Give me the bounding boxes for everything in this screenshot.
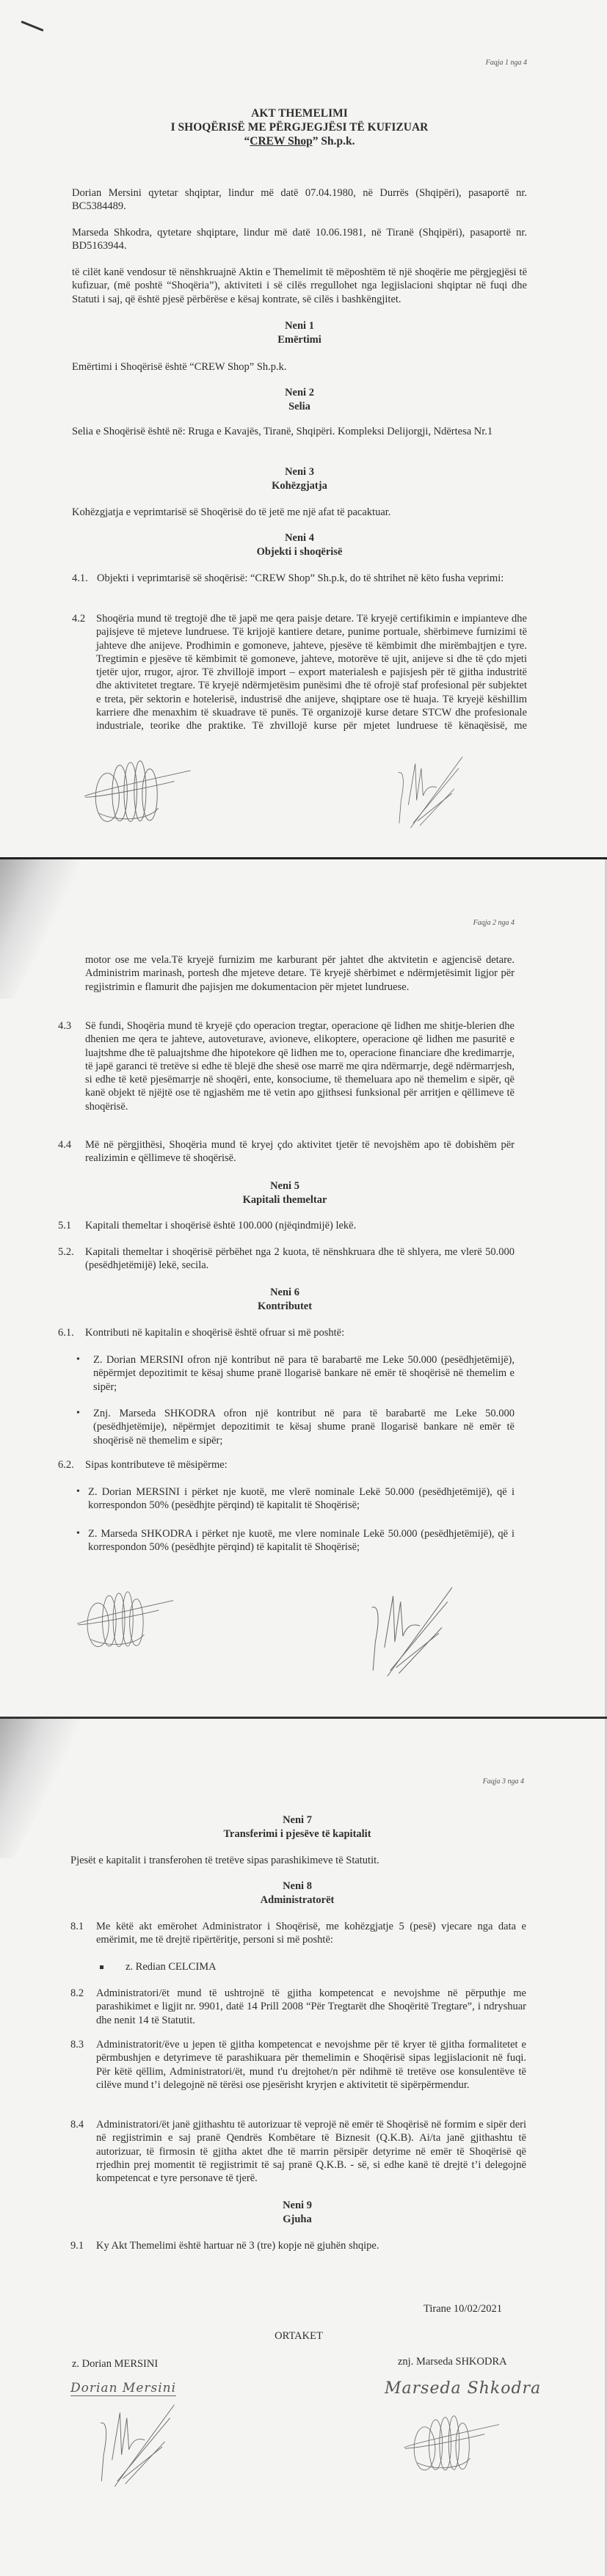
article-3-heading [153, 465, 446, 492]
article-5-heading [138, 1179, 432, 1207]
article-2-text: Selia e Shoqërisë është në: Rruga e Kavajës, Tiranë, Shqipëri. Kompleksi Delijorgji, Ndërtesa Nr.1 [72, 426, 493, 437]
party-1-paragraph: Dorian Mersini qytetar shqiptar, lindur më datë 07.04.1980, në Durrës (Shqipëri), pasaportë nr. BC5384489. [72, 187, 527, 213]
article-2-heading [153, 386, 446, 413]
clause-number: 4.3 [58, 1020, 72, 1032]
clause-9-1-text: Ky Akt Themelimi është hartuar në 3 (tre) kopje në gjuhën shqipe. [96, 2240, 379, 2252]
bullet-icon: • [76, 1486, 80, 1497]
partner-1-handwritten-name: Dorian Mersini [70, 2381, 177, 2395]
article-title: Kohëzgjatja [272, 479, 327, 492]
title-line-1: AKT THEMELIMI [251, 107, 348, 120]
clause-number: 8.1 [70, 1921, 84, 1932]
bullet-icon: • [76, 1354, 80, 1365]
article-number: Neni 2 [285, 387, 314, 399]
party-2-paragraph: Marseda Shkodra, qytetare shqiptare, lindur më datë 10.06.1981, në Tiranë (Shqipëri), pasaportë nr. BD5163944. [72, 227, 527, 252]
quote: “ [244, 135, 250, 148]
title-line-2: I SHOQËRISË ME PËRGJEGJËSI TË KUFIZUAR [170, 121, 429, 134]
article-title: Administratorët [260, 1893, 335, 1906]
page-1 [0, 0, 607, 857]
article-number: Neni 7 [283, 1814, 312, 1826]
bullet-icon: • [76, 1408, 80, 1419]
administrator-name: z. Redian CELCIMA [126, 1961, 217, 1973]
article-8-heading [150, 1880, 444, 1907]
clause-6-2-text: Sipas kontributeve të mësipërme: [85, 1459, 228, 1471]
intro-paragraph: të cilët kanë vendosur të nënshkruajnë Aktin e Themelimit të mëposhtëm të një shoqërie me përgjegjësi të kufizuar, (më poshtë “Shoqëria”), aktiviteti i së cilës rregullohet nga legjislacioni shqiptar në fuqi dhe Statuti i saj, që është pjesë përbërëse e kësaj kontrate, së cilës i bashkëngjitet. [72, 266, 527, 305]
folded-corner [0, 859, 88, 999]
article-number: Neni 8 [283, 1880, 312, 1892]
clause-number: 8.3 [70, 2039, 84, 2051]
article-number: Neni 5 [270, 1180, 299, 1192]
signature-dorian-mersini [349, 1584, 471, 1676]
quota-1: Z. Dorian MERSINI i përket nje kuotë, me vlerë nominale Lekë 50.000 (pesëdhjetëmijë), që i korrespondon 50% (pesëdhjte përqind) të kapitalit të Shoqërisë; [88, 1486, 515, 1512]
bullet-icon: • [76, 1528, 80, 1539]
place-date: Tirane 10/02/2021 [423, 2303, 502, 2315]
article-1-heading [153, 319, 446, 346]
signature-marseda-shkodra [54, 1586, 195, 1649]
clause-8-3-text: Administratorit/ëve u jepen të gjitha kompetencat e nevojshme për të kryer të gjitha formalitetet e përmbushjen e detyrimeve të parashikuara për themelimin e Shoqërisë sipas legjislacionit në fuqi. Për këtë qëllim, Administratori/ët, mund t'u drejtohet/n për ndihmë të tretëve ose konsulentëve të cilëve mund t’i delegojnë në tërësi ose pjesërisht kryrjen e aktivitetit të sipërpërmendur. [96, 2039, 526, 2091]
clause-number: 5.2. [58, 1246, 74, 1258]
staple-mark [21, 21, 44, 32]
clause-4-2-continued: motor ose me vela.Të kryejë furnizim me karburant për jahtet dhe aktvitetin e agjencisë detare. Administrim marinash, portesh dhe mjeteve detare. Të kryejë shërbimet e ndërmjetësimit ligjor për regjistrimin e flamurit dhe pajisjen me dokumentacion për mjetet lundruese. [85, 954, 515, 993]
article-title: Transferimi i pjesëve të kapitalit [223, 1827, 371, 1840]
article-1-text: Emërtimi i Shoqërisë është “CREW Shop” Sh.p.k. [72, 361, 287, 373]
article-number: Neni 1 [285, 320, 314, 332]
article-9-heading [150, 2199, 444, 2226]
article-6-heading [138, 1286, 432, 1313]
article-title: Kontributet [257, 1300, 313, 1312]
article-title: Kapitali themeltar [242, 1193, 327, 1206]
clause-8-2-text: Administratori/ët mund të ushtrojnë të gjitha kompetencat e nevojshme në përputhje me parashikimet e ligjit nr. 9901, datë 14 Prill 2008 “Për Tregtarët dhe Shoqëritë Tregtare”, i ndryshuar dhe nenit 14 të Statutit. [96, 1987, 526, 2026]
clause-8-4-text: Administratori/ët janë gjithashtu të autorizuar të veprojë në emër të Shoqërisë në formim e sipër deri në regjistrimin e saj pranë Qendrës Kombëtare të Biznesit (Q.K.B). Ai/ta janë gjithashtu të autorizuar, të firmosin të gjitha aktet dhe të marrin përsipër detyrime në emër të Shoqërisë që rrjedhin prej momentit të regjistrimit të saj pranë Q.K.B. - së, si edhe kanë të drejtë t’i delegojnë kompetencat e tyre personave të tjerë. [96, 2119, 526, 2185]
document-title [153, 106, 446, 148]
partner-2-handwritten-name: Marseda Shkodra [385, 2379, 542, 2398]
clause-number: 8.4 [70, 2119, 84, 2131]
clause-number: 4.4 [58, 1139, 72, 1151]
partner-2-name: znj. Marseda SHKODRA [398, 2356, 507, 2368]
page-3 [0, 1717, 607, 2576]
clause-4-2-text: Shoqëria mund të tregtojë dhe të japë me qera paisje detare. Të kryejë certifikimin e impianteve dhe pajisjeve të mjeteve lundruese. Të krijojë kantiere detare, punime portuale, shërbimeve furnizimi të jahteve dhe anijeve. Prodhimin e gomoneve, jahteve, pjesëve të këmbimit dhe mirëmbajtjen e tyre. Tregtimin e pjesëve të këmbimit të gomoneve, jahteve, motorëve të ujit, anijeve si dhe të çdo mjeti tjetër ujor, rrugor, ajror. Të zhvillojë import – export materialesh e pajisjesh për të gjitha industritë dhe aktivitetet tregtare. Të kryejë ndërmjetësim punësimi dhe të ofrojë staf profesional për subjektet e treta, për sektorin e hotelerisë, industrisë dhe anijeve, shqiptare ose të huaja. Të kryejë këshillim karriere dhe menaxhim të skuadrave të punës. Të organizojë kurse detare STCW dhe profesionale industriale, teorike dhe praktike. Të zhvillojë kurse për mjetet lundruese të kënaqësisë, me [96, 613, 527, 732]
article-3-text: Kohëzgjatja e veprimtarisë së Shoqërisë do të jetë me një afat të pacaktuar. [72, 506, 391, 518]
clause-number: 9.1 [70, 2240, 84, 2252]
article-number: Neni 4 [285, 532, 314, 544]
clause-6-1-text: Kontributi në kapitalin e shoqërisë është ofruar si më poshtë: [85, 1327, 345, 1339]
article-7-text: Pjesët e kapitalit i transferohen të tretëve sipas parashikimeve të Statutit. [70, 1855, 379, 1866]
clause-number: 4.1. [72, 572, 88, 584]
signature-dorian-mersini [376, 754, 482, 828]
title-company-line [153, 134, 446, 148]
signature-marseda-shkodra [62, 754, 212, 824]
article-number: Neni 3 [285, 466, 314, 478]
article-title: Gjuha [283, 2213, 312, 2225]
clause-number: 8.2 [70, 1987, 84, 1999]
page-2 [0, 857, 607, 1719]
contribution-2: Znj. Marseda SHKODRA ofron një kontribut në para të barabartë me Leke 50.000 (pesëdhjetëmije), nëpërmjet depozitimit te kësaj shume pranë llogarisë bankare në emër të shoqërisë në themelim e sipër; [93, 1408, 515, 1447]
signature-dorian-mersini [77, 2402, 195, 2486]
article-7-heading [150, 1813, 444, 1841]
article-title: Selia [288, 400, 310, 412]
article-number: Neni 9 [283, 2200, 312, 2211]
partners-heading: ORTAKET [275, 2330, 323, 2342]
clause-4-3-text: Së fundi, Shoqëria mund të kryejë çdo operacion tregtar, operacione që lidhen me shitje-blerien dhe dhenien me qera te jahteve, autoveturave, avioneve, elikoptere, operacione që lidhen me pasuritë e luajtshme dhe të paluajtshme dhe hipotekore që lidhen me to, operacione financiare dhe kredimarrje, të japë garanci të tretëve si edhe të blejë dhe shesë ose marrë me qira ndërmarrje, degë ndërmarrjesh, si edhe të ketë pjesëmarrje në shoqëri, ente, konsociume, të themeluara apo në themelim e sipër, që kanë objekt të njëjtë ose të ngjashëm me të vetin apo gjithsesi funksional për arritjen e qëllimeve të shoqërisë. [85, 1020, 515, 1113]
clause-number: 6.1. [58, 1327, 74, 1339]
clause-8-1-text: Me këtë akt emërohet Administrator i Shoqërisë, me kohëzgjatje 5 (pesë) vjecare nga data e emërimit, me të drejtë ripërtëritje, personi si më poshtë: [96, 1921, 526, 1946]
clause-number: 6.2. [58, 1459, 74, 1471]
company-name: CREW Shop [250, 135, 313, 148]
clause-number: 5.1 [58, 1220, 72, 1231]
signature-marseda-shkodra [387, 2410, 515, 2473]
company-suffix: ” Sh.p.k. [312, 135, 355, 148]
article-title: Emërtimi [277, 333, 321, 346]
article-number: Neni 6 [270, 1287, 299, 1298]
article-4-heading [153, 531, 446, 559]
contribution-1: Z. Dorian MERSINI ofron një kontribut në para të barabartë me Leke 50.000 (pesëdhjetëmijë), nëpërmjet depozitimit te kësaj shume pranë llogarisë bankare në emër të shoqërisë në themelim e sipër; [93, 1354, 515, 1393]
clause-5-1-text: Kapitali themeltar i shoqërisë është 100.000 (njëqindmijë) lekë. [85, 1220, 357, 1231]
clause-5-2-text: Kapitali themeltar i shoqërisë përbëhet nga 2 kuota, të nënshkruara dhe të shlyera, me vlerë 50.000 (pesëdhjetëmijë) lekë, secila. [85, 1246, 515, 1272]
page-label: Faqja 1 nga 4 [485, 59, 527, 67]
partner-1-name: z. Dorian MERSINI [72, 2358, 159, 2370]
clause-number: 4.2 [72, 613, 86, 625]
page-label: Faqja 2 nga 4 [473, 919, 515, 927]
quota-2: Z. Marseda SHKODRA i përket nje kuotë, me vlere nominale Lekë 50.000 (pesëdhjetëmijë), që i korrespondon 50% (pesëdhjte përqind) të kapitalit të Shoqërisë; [88, 1528, 515, 1554]
page-label: Faqja 3 nga 4 [482, 1778, 524, 1786]
article-title: Objekti i shoqërisë [256, 545, 343, 558]
clause-4-1-text: Objekti i veprimtarisë së shoqërisë: “CREW Shop” Sh.p.k, do të shtrihet në këto fusha veprimi: [97, 572, 504, 584]
clause-4-4-text: Më në përgjithësi, Shoqëria mund të kryej çdo aktivitet tjetër të nevojshëm apo të dobishëm për realizimin e qëllimeve të shoqërisë. [85, 1139, 515, 1165]
square-bullet-icon [100, 1965, 103, 1969]
folded-corner [0, 1719, 88, 1858]
